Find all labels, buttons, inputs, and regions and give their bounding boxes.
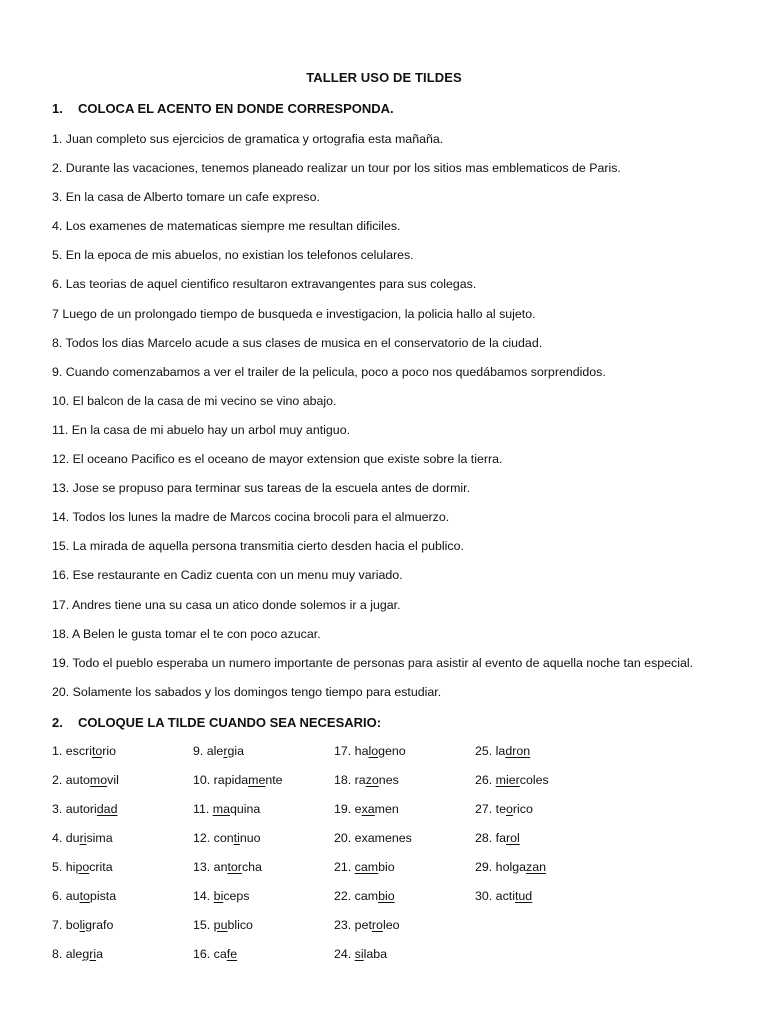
word-item xyxy=(475,772,616,801)
word-number: 6. xyxy=(52,889,66,903)
word-item xyxy=(475,859,616,888)
word-part: ra xyxy=(354,773,366,787)
word-number: 28. xyxy=(475,831,496,845)
word-part: bo xyxy=(65,918,80,932)
sentence-item: 3. En la casa de Alberto tomare un cafe expreso. xyxy=(52,190,320,205)
word-part: ceps xyxy=(223,889,250,903)
word-part: escri xyxy=(65,744,92,758)
section-1-heading-text: COLOCA EL ACENTO EN DONDE CORRESPONDA. xyxy=(78,101,394,116)
word-item xyxy=(475,830,616,859)
word-grid xyxy=(52,743,616,975)
section-2-heading-text: COLOQUE LA TILDE CUANDO SEA NECESARIO: xyxy=(78,715,382,730)
word-part: men xyxy=(374,802,399,816)
sentence-item: 20. Solamente los sabados y los domingos tengo tiempo para estudiar. xyxy=(52,684,442,699)
word-number: 5. xyxy=(52,860,66,874)
word-part: blico xyxy=(227,918,253,932)
word-part: la xyxy=(495,744,506,758)
word-part: pet xyxy=(354,918,372,932)
stressed-syllable: tor xyxy=(227,860,242,874)
word-part: ale xyxy=(65,947,83,961)
word-part: coles xyxy=(519,773,549,787)
stressed-syllable: me xyxy=(248,773,266,787)
word-number: 8. xyxy=(52,947,66,961)
section-2-number: 2. xyxy=(52,715,63,730)
word-number: 16. xyxy=(193,947,214,961)
stressed-syllable: r xyxy=(223,744,228,758)
word-number: 29. xyxy=(475,860,496,874)
stressed-syllable: bio xyxy=(378,889,395,903)
word-number: 22. xyxy=(334,889,355,903)
sentence-list xyxy=(52,131,752,713)
word-number: 21. xyxy=(334,860,355,874)
word-part: au xyxy=(65,889,80,903)
stressed-syllable: ma xyxy=(212,802,230,816)
word-part: leo xyxy=(382,918,400,932)
word-number: 7. xyxy=(52,918,66,932)
word-number: 14. xyxy=(193,889,214,903)
stressed-syllable: bi xyxy=(213,889,224,903)
word-part: examenes xyxy=(354,831,412,845)
word-part: e xyxy=(354,802,362,816)
word-number: 11. xyxy=(193,802,213,816)
sentence-item: 6. Las teorias de aquel cientifico resultaron extravangentes para sus colegas. xyxy=(52,277,477,292)
stressed-syllable: to xyxy=(79,889,90,903)
word-part: grafo xyxy=(85,918,114,932)
word-item xyxy=(334,772,475,801)
word-number: 30. xyxy=(475,889,496,903)
word-item xyxy=(193,801,334,830)
word-part: auto xyxy=(65,773,90,787)
word-number: 10. xyxy=(193,773,214,787)
word-part: rapida xyxy=(213,773,249,787)
word-number: 15. xyxy=(193,918,214,932)
word-number: 2. xyxy=(52,773,66,787)
word-part: du xyxy=(65,831,80,845)
stressed-syllable: pu xyxy=(213,918,228,932)
word-item xyxy=(52,917,193,946)
word-part: gia xyxy=(227,744,245,758)
word-part: autori xyxy=(65,802,97,816)
word-part: cha xyxy=(241,860,262,874)
word-number: 19. xyxy=(334,802,355,816)
word-part: acti xyxy=(495,889,515,903)
word-number: 27. xyxy=(475,802,496,816)
word-part: fa xyxy=(495,831,507,845)
word-item xyxy=(52,772,193,801)
word-part: hi xyxy=(65,860,76,874)
stressed-syllable: dron xyxy=(505,744,531,758)
word-part: bio xyxy=(378,860,395,874)
word-item xyxy=(193,772,334,801)
sentence-item: 19. Todo el pueblo esperaba un numero importante de personas para asistir al evento de aquella noche tan especial. xyxy=(52,655,694,670)
word-item xyxy=(475,801,616,830)
word-part: te xyxy=(495,802,507,816)
word-part: laba xyxy=(363,947,388,961)
stressed-syllable: lo xyxy=(368,744,379,758)
word-item xyxy=(334,888,475,917)
stressed-syllable: si xyxy=(354,947,364,961)
word-part: nte xyxy=(265,773,283,787)
stressed-syllable: rol xyxy=(506,831,520,845)
word-part: nes xyxy=(378,773,399,787)
word-item xyxy=(193,946,334,975)
word-item xyxy=(475,743,616,772)
word-item xyxy=(334,946,475,975)
stressed-syllable: ri xyxy=(79,831,87,845)
section-1-number: 1. xyxy=(52,101,63,116)
word-part: geno xyxy=(378,744,406,758)
word-part: holga xyxy=(495,860,526,874)
stressed-syllable: fe xyxy=(226,947,238,961)
sentence-item: 18. A Belen le gusta tomar el te con poco azucar. xyxy=(52,626,321,641)
word-item xyxy=(193,859,334,888)
word-item xyxy=(52,830,193,859)
sentence-item: 10. El balcon de la casa de mi vecino se vino abajo. xyxy=(52,393,337,408)
stressed-syllable: o xyxy=(506,802,513,816)
sentence-item: 11. En la casa de mi abuelo hay un arbol muy antiguo. xyxy=(52,422,351,437)
word-part: sima xyxy=(86,831,113,845)
word-part: ca xyxy=(213,947,227,961)
word-number: 23. xyxy=(334,918,355,932)
word-item xyxy=(52,888,193,917)
word-item xyxy=(52,859,193,888)
sentence-item: 2. Durante las vacaciones, tenemos planeado realizar un tour por los sitios mas emblematicos de Paris. xyxy=(52,161,621,176)
sentence-item: 12. El oceano Pacifico es el oceano de mayor extension que existe sobre la tierra. xyxy=(52,452,503,467)
section-2-heading xyxy=(52,715,381,730)
word-item xyxy=(334,859,475,888)
page-title: TALLER USO DE TILDES xyxy=(306,70,462,85)
word-item xyxy=(334,917,475,946)
sentence-item: 7 Luego de un prolongado tiempo de busqueda e investigacion, la policia hallo al sujeto. xyxy=(52,306,536,321)
sentence-item: 14. Todos los lunes la madre de Marcos cocina brocoli para el almuerzo. xyxy=(52,510,450,525)
word-part: ha xyxy=(354,744,369,758)
word-number: 24. xyxy=(334,947,355,961)
sentence-item: 15. La mirada de aquella persona transmitia cierto desden hacia el publico. xyxy=(52,539,464,554)
stressed-syllable: zo xyxy=(365,773,379,787)
sentence-item: 16. Ese restaurante en Cadiz cuenta con un menu muy variado. xyxy=(52,568,403,583)
stressed-syllable: po xyxy=(75,860,90,874)
word-part: vil xyxy=(107,773,119,787)
word-number: 18. xyxy=(334,773,355,787)
stressed-syllable: to xyxy=(91,744,103,758)
word-part: crita xyxy=(89,860,113,874)
word-item xyxy=(52,946,193,975)
word-number: 20. xyxy=(334,831,355,845)
word-part: rico xyxy=(512,802,533,816)
word-part: a xyxy=(96,947,104,961)
stressed-syllable: ro xyxy=(371,918,383,932)
word-number: 3. xyxy=(52,802,66,816)
sentence-item: 13. Jose se propuso para terminar sus tareas de la escuela antes de dormir. xyxy=(52,481,471,496)
word-item xyxy=(193,888,334,917)
word-part: quina xyxy=(229,802,261,816)
word-part: cam xyxy=(354,889,379,903)
word-item xyxy=(52,801,193,830)
word-number: 12. xyxy=(193,831,214,845)
stressed-syllable: mo xyxy=(89,773,108,787)
word-part: pista xyxy=(89,889,117,903)
word-item xyxy=(334,830,475,859)
stressed-syllable: dad xyxy=(96,802,118,816)
stressed-syllable: cam xyxy=(354,860,379,874)
sentence-item: 8. Todos los dias Marcelo acude a sus clases de musica en el conservatorio de la ciudad. xyxy=(52,335,543,350)
word-number: 13. xyxy=(193,860,214,874)
word-number: 1. xyxy=(52,744,66,758)
word-number: 25. xyxy=(475,744,496,758)
sentence-item: 9. Cuando comenzabamos a ver el trailer de la pelicula, poco a poco nos quedábamos sorprendidos. xyxy=(52,364,606,379)
word-item xyxy=(193,743,334,772)
word-item xyxy=(193,830,334,859)
word-item xyxy=(334,743,475,772)
stressed-syllable: tud xyxy=(514,889,533,903)
stressed-syllable: zan xyxy=(526,860,546,874)
word-part: rio xyxy=(102,744,117,758)
stressed-syllable: ti xyxy=(233,831,240,845)
word-item xyxy=(475,888,616,917)
sentence-item: 17. Andres tiene una su casa un atico donde solemos ir a jugar. xyxy=(52,597,401,612)
stressed-syllable: li xyxy=(79,918,86,932)
sentence-item: 4. Los examenes de matematicas siempre me resultan dificiles. xyxy=(52,219,401,234)
sentence-item: 5. En la epoca de mis abuelos, no existian los telefonos celulares. xyxy=(52,248,414,263)
word-number: 26. xyxy=(475,773,496,787)
word-item xyxy=(193,917,334,946)
stressed-syllable: xa xyxy=(361,802,375,816)
word-part: nuo xyxy=(239,831,261,845)
word-item xyxy=(52,743,193,772)
sentence-item: 1. Juan completo sus ejercicios de gramatica y ortografia esta mañaña. xyxy=(52,132,444,146)
word-item xyxy=(334,801,475,830)
empty-cell xyxy=(475,946,616,975)
word-number: 9. xyxy=(193,744,207,758)
section-1-heading xyxy=(52,101,394,116)
word-number: 17. xyxy=(334,744,355,758)
empty-cell xyxy=(475,917,616,946)
stressed-syllable: mier xyxy=(495,773,520,787)
word-part: ale xyxy=(206,744,224,758)
word-number: 4. xyxy=(52,831,66,845)
stressed-syllable: gri xyxy=(82,947,97,961)
word-part: an xyxy=(213,860,228,874)
word-part: con xyxy=(213,831,234,845)
